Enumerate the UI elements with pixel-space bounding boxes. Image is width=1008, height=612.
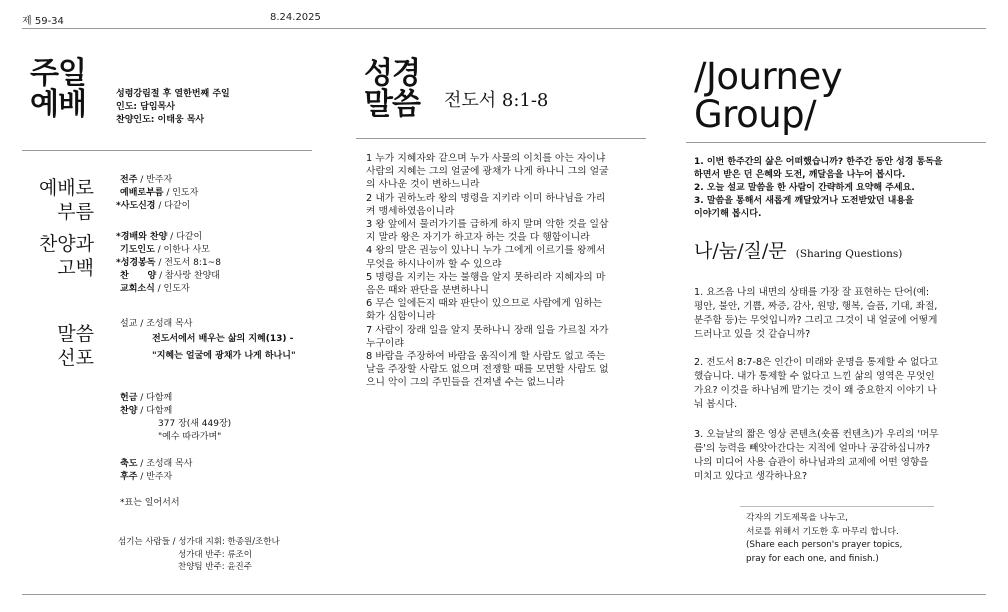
closing-rule	[740, 506, 934, 507]
order-item: 교회소식 / 인도자	[120, 284, 190, 294]
servers: 섬기는 사람들 / 성가대 지휘: 한종원/조한나 성가대 반주: 류조이 찬양팀 반주: 윤진주	[118, 537, 280, 572]
order-item: *사도신경 / 다같이	[116, 201, 191, 211]
question-line: 하면서 받은 던 은혜와 도전, 깨달음을 나누어 봅시다.	[694, 170, 906, 180]
order-item: 전주 / 반주자	[120, 175, 173, 185]
verse-line: 사람의 지혜는 그의 얼굴에 광채가 나게 하나니 그의 얼굴	[366, 166, 609, 178]
journey-title: /Journey Group/	[694, 55, 843, 136]
order-item: 찬양 / 다함께	[120, 406, 173, 416]
top-rule	[22, 28, 986, 29]
order-item: 기도인도 / 이한나 사모	[120, 245, 210, 255]
issue-number: 제 59-34	[22, 16, 64, 27]
order-item: 찬 양 / 참사랑 찬양대	[120, 271, 220, 281]
standing-note: *표는 일어서서	[120, 498, 180, 508]
order-item: 헌금 / 다함께	[120, 393, 173, 403]
verse-line: 화가 심함이니라	[366, 311, 436, 323]
worship-title: 주일 예배	[30, 56, 86, 122]
question-line: 2. 오늘 설교 말씀을 한 사람이 간략하게 요약해 주세요.	[694, 183, 915, 193]
journey-rule	[686, 142, 986, 143]
sermon-preacher: 설교 / 조성래 목사	[120, 319, 193, 329]
verse-line: 5 명령을 지키는 자는 불행을 알지 못하리라 지혜자의 마	[366, 271, 606, 283]
worship-rule	[22, 150, 312, 151]
verse-line: 6 무슨 일에든지 때와 판단이 있으므로 사람에게 임하는	[366, 298, 603, 310]
scripture-title: 성경 말씀	[364, 56, 420, 122]
journey-questions	[694, 156, 990, 221]
sharing-title: 나/눔/질/문	[694, 240, 787, 262]
section-title-sermon: 말씀 선포	[57, 323, 94, 369]
sharing-question-2: 2. 전도서 8:7-8은 인간이 미래와 운명을 통제할 수 없다고 했습니다. 내가 통제할 수 없다고 느낀 삶의 영역은 무엇인 가요? 이것을 하나님께 맡기는 것이 왜 중요한지 이야기 나 눠 봅시다.	[694, 357, 938, 410]
closing-items	[120, 458, 192, 484]
offering-items	[120, 392, 172, 418]
verse-line: 2 내가 권하노라 왕의 명령을 지키라 이미 하나님을 가리	[366, 192, 606, 204]
order-item: *경배와 찬양 / 다같이	[116, 232, 203, 242]
verse-line: 7 사람이 장래 일을 알지 못하나니 장래 일을 가르칠 자가	[366, 324, 609, 336]
hymn-info: 377 장(새 449장) "예수 따라가며"	[158, 419, 232, 442]
scripture-rule	[356, 138, 646, 139]
verse-line: 날을 주장할 사람도 없으며 전쟁할 때를 모면할 사람도 없	[366, 364, 609, 376]
sharing-heading	[694, 236, 902, 263]
sharing-subtitle: (Sharing Questions)	[795, 248, 903, 260]
issue-date: 8.24.2025	[270, 12, 321, 23]
scripture-text	[366, 152, 646, 390]
closing-note: 각자의 기도제목을 나누고, 서로를 위해서 기도한 후 마무리 합니다. (Share each person's prayer topics, pray for each one, and finish.)	[746, 513, 903, 564]
verse-line: 4 왕의 말은 권능이 있나니 누가 그에게 이르기를 왕께서	[366, 245, 606, 257]
order-item: 예배로부름 / 인도자	[120, 188, 199, 198]
sharing-question-1: 1. 요즈음 나의 내면의 상태를 가장 잘 표현하는 단어(예: 평안, 불안, 기쁨, 짜증, 감사, 원망, 행복, 슬픔, 기대, 좌절, 분주함 등)는 무엇입니까? 그리고 그것이 내 얼굴에 어떻게 드러나고 있을 것 같습니까?	[694, 287, 938, 340]
verse-line: 무엇을 하시나이까 할 수 있으랴	[366, 258, 502, 270]
verse-line: 의 사나운 것이 변하느니라	[366, 179, 480, 191]
order-item: 후주 / 반주자	[120, 472, 173, 482]
verse-line: 3 왕 앞에서 물러가기를 급하게 하지 말며 악한 것을 일삼	[366, 219, 609, 231]
section-items-praise-confession	[104, 231, 294, 296]
verse-line: 으니 악이 그의 주민들을 건져낼 수는 없느니라	[366, 377, 565, 389]
sharing-question-3: 3. 오늘날의 짧은 영상 콘텐츠(숏폼 컨텐츠)가 우리의 '머무 름'의 능력을 빼앗아간다는 지적에 얼마나 공감하십니까? 나의 미디어 사용 습관이 하나님과의 교제에 어떤 영향을 미치고 있다고 생각하나요?	[694, 429, 939, 482]
worship-info: 성령강림절 후 열한번째 주일 인도: 담임목사 찬양인도: 이태웅 목사	[116, 89, 230, 125]
section-items-call-to-worship	[104, 174, 284, 213]
question-line: 1. 이번 한주간의 삶은 어떠했습니까? 한주간 동안 성경 통독을	[694, 157, 943, 167]
verse-line: 누구이랴	[366, 337, 404, 349]
order-item: *성경봉독 / 전도서 8:1~8	[116, 258, 221, 268]
verse-line: 켜 맹세하였음이니라	[366, 205, 455, 217]
order-item: 축도 / 조성래 목사	[120, 459, 193, 469]
section-title-praise-confession: 찬양과 고백	[38, 233, 94, 279]
verse-line: 지 말라 왕은 자기가 하고자 하는 것을 다 행함이니라	[366, 232, 590, 244]
question-line: 3. 말씀을 통해서 새롭게 깨달았거나 도전받았던 내용을	[694, 196, 914, 206]
question-line: 이야기해 봅시다.	[694, 209, 762, 219]
bottom-rule	[22, 594, 986, 595]
verse-line: 음은 때와 판단을 분변하나니	[366, 285, 489, 297]
verse-line: 8 바람을 주장하여 바람을 움직이게 할 사람도 없고 죽는	[366, 351, 606, 363]
sermon-title: 전도서에서 배우는 삶의 지혜(13) - "지혜는 얼굴에 광채가 나게 하나니"	[152, 334, 296, 361]
verse-line: 1 누가 지혜자와 같으며 누가 사물의 이치를 아는 자이냐	[366, 153, 606, 164]
scripture-reference: 전도서 8:1-8	[444, 90, 549, 111]
section-title-call-to-worship: 예배로 부름	[38, 177, 94, 223]
